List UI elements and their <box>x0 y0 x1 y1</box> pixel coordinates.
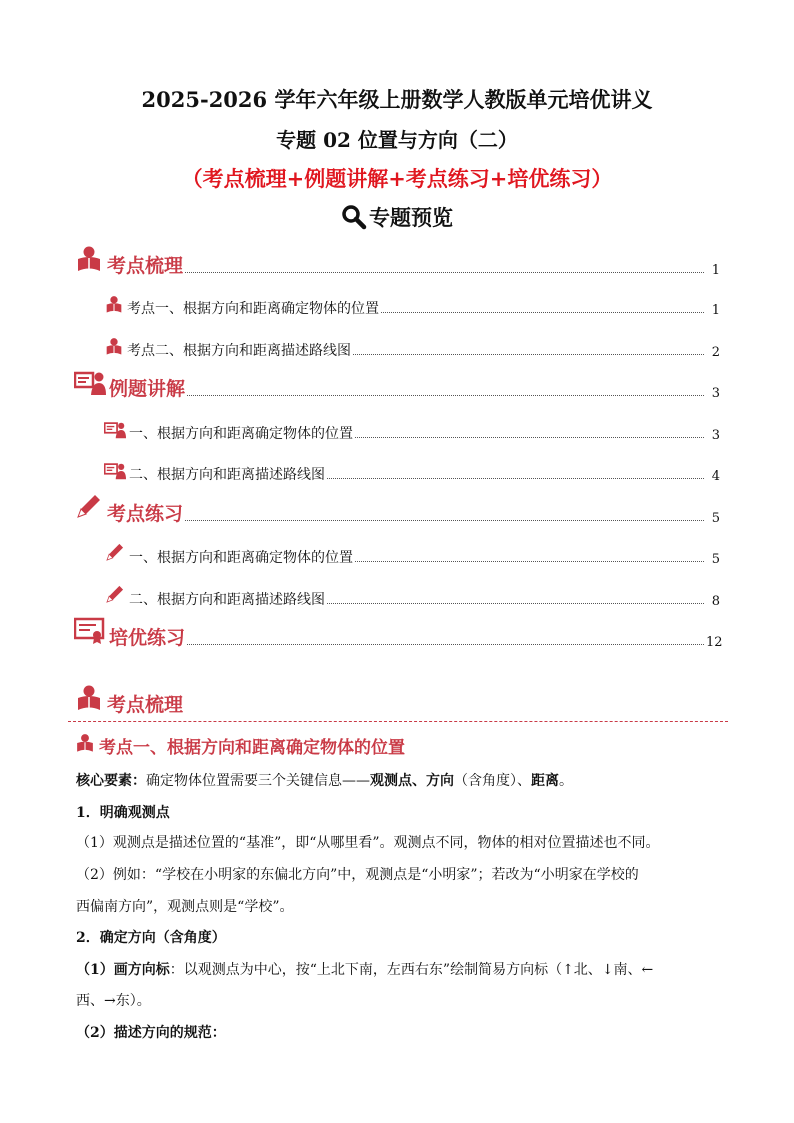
bold-label: （1）画方向标 <box>76 962 170 978</box>
toc-leader <box>353 354 704 355</box>
toc-leader <box>187 644 704 645</box>
toc-label: 一、根据方向和距离确定物体的位置 <box>129 426 353 442</box>
paragraph-2a: （2）例如：“学校在小明家的东偏北方向”中，观测点是“小明家”；若改为“小明家在学校的 <box>76 867 639 883</box>
toc-page: 5 <box>711 511 720 526</box>
toc-leader <box>327 478 704 479</box>
teacher-board-icon <box>104 421 126 443</box>
toc-leader <box>185 272 704 273</box>
toc-entry-kaodian-1[interactable] <box>104 292 720 318</box>
toc-leader <box>381 312 704 313</box>
toc-entry-liti-1[interactable] <box>104 417 720 443</box>
section-title: 考点梳理 <box>107 694 184 716</box>
paragraph-3b: 西、→东）。 <box>76 993 151 1009</box>
toc-page: 3 <box>711 386 720 401</box>
toc-label: 考点练习 <box>107 503 184 525</box>
paragraph-4: （2）描述方向的规范： <box>76 1025 226 1041</box>
toc-label: 考点一、根据方向和距离确定物体的位置 <box>127 301 379 317</box>
reader-icon <box>104 337 124 360</box>
toc-label: 例题讲解 <box>109 378 186 400</box>
toc-entry-kaodian-2[interactable] <box>104 334 720 360</box>
toc-label: 二、根据方向和距离描述路线图 <box>129 467 325 483</box>
toc-page: 1 <box>711 263 720 278</box>
core-bold: 距离 <box>531 773 559 789</box>
pencil-icon <box>104 583 126 609</box>
reader-icon <box>74 733 96 758</box>
toc-entry-lianxi-1[interactable] <box>104 541 720 567</box>
toc-label: 考点二、根据方向和距离描述路线图 <box>127 343 351 359</box>
toc-page: 1 <box>711 303 720 318</box>
core-label: 核心要素： <box>76 773 146 789</box>
toc-label: 考点梳理 <box>107 255 184 277</box>
section-heading <box>74 684 183 717</box>
document-tagline: （考点梳理+例题讲解+考点练习+培优练习） <box>181 166 613 191</box>
paragraph-text: ：以观测点为中心，按“上北下南，左西右东”绘制简易方向标（↑北、↓南、← <box>169 962 654 978</box>
toc-page: 2 <box>711 345 720 360</box>
section-divider <box>68 721 728 722</box>
document-title: 2025-2026 学年六年级上册数学人教版单元培优讲义 <box>141 87 653 112</box>
toc-leader <box>187 395 704 396</box>
core-text: 确定物体位置需要三个关键信息—— <box>146 773 370 789</box>
toc-leader <box>185 520 704 521</box>
reader-icon <box>74 245 104 278</box>
toc-leader <box>355 437 704 438</box>
pencil-icon <box>104 541 126 567</box>
toc-page: 5 <box>711 552 720 567</box>
core-text: （含角度）、 <box>454 773 531 789</box>
paragraph-1: （1）观测点是描述位置的“基准”，即“从哪里看”。观测点不同，物体的相对位置描述也不同。 <box>76 835 660 851</box>
reader-icon <box>104 295 124 318</box>
search-icon <box>341 204 367 230</box>
paragraph-3a <box>76 957 726 983</box>
paragraph-2b: 西偏南方向”，观测点则是“学校”。 <box>76 899 294 915</box>
pencil-icon <box>74 491 104 526</box>
point-title: 考点一、根据方向和距离确定物体的位置 <box>99 738 405 758</box>
core-text: 。 <box>559 773 573 789</box>
toc-entry-lianxi[interactable] <box>74 500 720 526</box>
toc-leader <box>327 603 704 604</box>
core-bold: 观测点、方向 <box>370 773 454 789</box>
toc-entry-lianxi-2[interactable] <box>104 583 720 609</box>
toc-page: 3 <box>711 428 720 443</box>
toc-label: 二、根据方向和距离描述路线图 <box>129 592 325 608</box>
toc-entry-kaodian[interactable] <box>74 252 720 278</box>
toc-page: 8 <box>711 594 720 609</box>
reader-icon <box>74 684 104 717</box>
core-paragraph <box>76 768 726 794</box>
point-heading <box>74 733 405 758</box>
toc-entry-liti[interactable] <box>74 375 720 401</box>
heading-1: 1．明确观测点 <box>76 805 170 821</box>
toc-entry-liti-2[interactable] <box>104 458 720 484</box>
toc-entry-peiyou[interactable] <box>74 624 723 650</box>
toc-leader <box>355 561 704 562</box>
certificate-icon <box>74 617 106 650</box>
heading-2: 2．确定方向（含角度） <box>76 930 226 946</box>
toc-label: 一、根据方向和距离确定物体的位置 <box>129 550 353 566</box>
toc-page: 4 <box>711 469 720 484</box>
preview-label: 专题预览 <box>369 205 453 230</box>
teacher-board-icon <box>104 462 126 484</box>
preview-heading <box>0 202 794 232</box>
toc-page: 12 <box>706 635 723 650</box>
toc-label: 培优练习 <box>109 627 186 649</box>
teacher-board-icon <box>74 370 106 401</box>
document-subtitle: 专题 02 位置与方向（二） <box>276 128 518 152</box>
